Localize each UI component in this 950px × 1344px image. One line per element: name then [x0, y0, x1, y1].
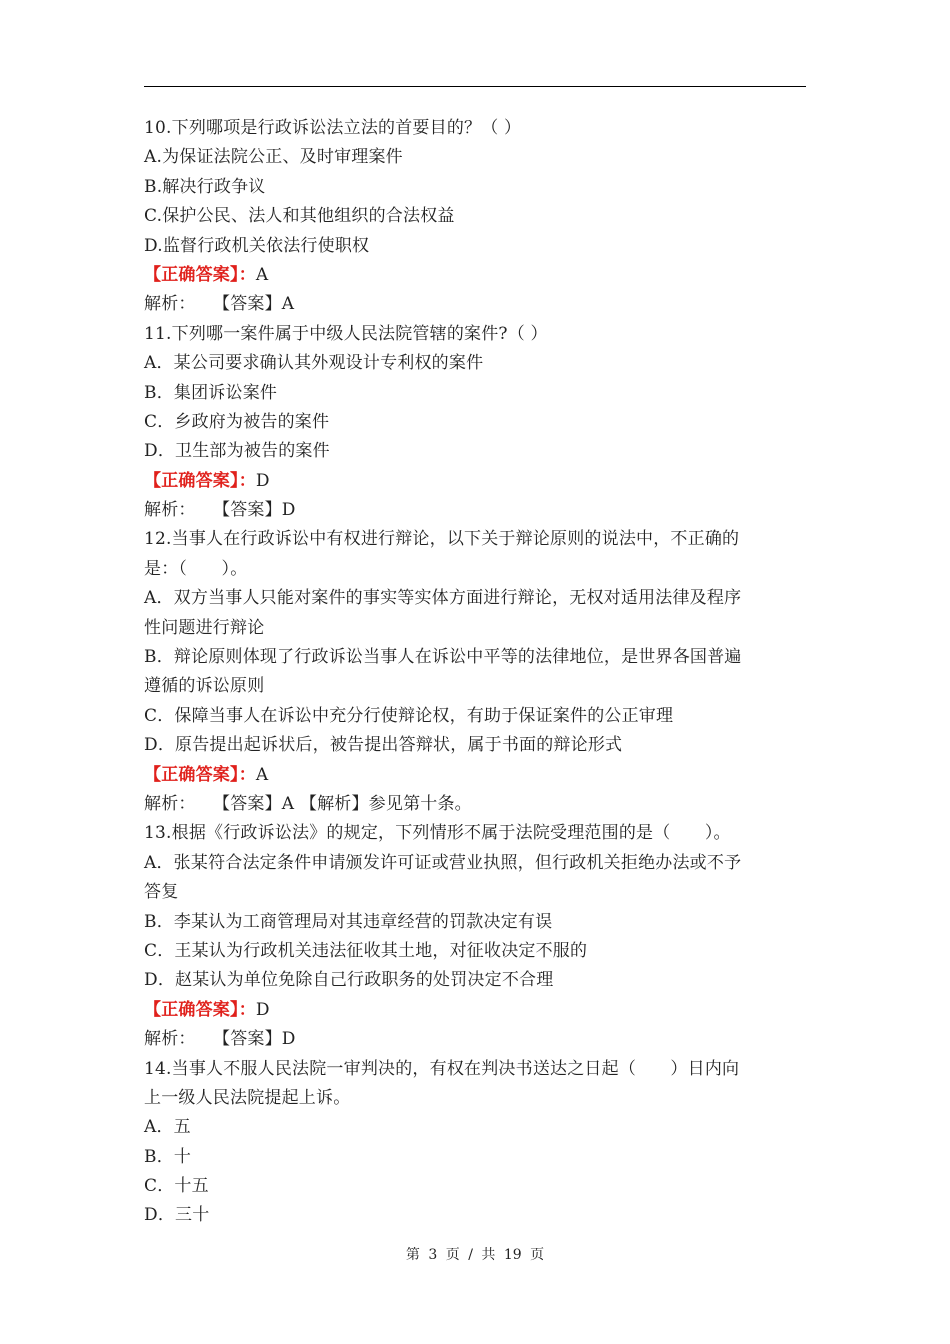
footer-page-prefix: 第: [405, 1247, 420, 1263]
answer-value: D: [255, 470, 270, 491]
question-11-option-b: B．集团诉讼案件: [144, 382, 278, 403]
question-10-analysis: 解析： 【答案】A: [144, 294, 295, 315]
footer-separator: /: [468, 1247, 473, 1263]
question-11-stem: 11.下列哪一案件属于中级人民法院管辖的案件?（ ）: [144, 323, 548, 344]
footer-total-prefix: 共: [481, 1247, 496, 1263]
question-11-answer: [144, 467, 806, 496]
answer-value: A: [255, 764, 269, 785]
question-13-option-a: A．张某符合法定条件申请颁发许可证或营业执照，但行政机关拒绝办法或不予: [144, 852, 742, 873]
question-12-option-b: B．辩论原则体现了行政诉讼当事人在诉讼中平等的法律地位，是世界各国普遍: [144, 647, 742, 668]
question-14-option-d: D．三十: [144, 1205, 210, 1226]
question-11-option-c: C．乡政府为被告的案件: [144, 411, 330, 432]
answer-label: 【正确答案】：: [144, 264, 256, 285]
question-12-analysis: 解析： 【答案】A 【解析】参见第十条。: [144, 793, 472, 814]
footer-page-word: 页: [445, 1247, 460, 1263]
answer-value: A: [255, 264, 269, 285]
answer-label: 【正确答案】：: [144, 764, 256, 785]
question-12-option-a: A．双方当事人只能对案件的事实等实体方面进行辩论，无权对适用法律及程序: [144, 588, 742, 609]
question-10-answer: [144, 261, 806, 290]
question-13-analysis: 解析： 【答案】D: [144, 1029, 296, 1050]
question-11-analysis: 解析： 【答案】D: [144, 500, 296, 521]
answer-label: 【正确答案】：: [144, 999, 256, 1020]
question-10-option-d: D.监督行政机关依法行使职权: [144, 235, 370, 256]
question-14-option-a: A．五: [144, 1117, 191, 1138]
question-13-option-b: B．李某认为工商管理局对其违章经营的罚款决定有误: [144, 911, 553, 932]
question-10-stem: 10.下列哪项是行政诉讼法立法的首要目的？（ ）: [144, 118, 522, 138]
question-13-answer: [144, 996, 806, 1025]
question-12-stem-cont: 是：（ ）。: [144, 558, 248, 579]
question-12-option-a-cont: 性问题进行辩论: [144, 617, 265, 638]
answer-label: 【正确答案】：: [144, 470, 256, 491]
question-13-option-a-cont: 答复: [144, 882, 179, 903]
question-10-option-a: A.为保证法院公正、及时审理案件: [144, 147, 403, 168]
question-10-option-c: C.保护公民、法人和其他组织的合法权益: [144, 206, 455, 227]
question-10-option-b: B.解决行政争议: [144, 176, 266, 197]
question-13-option-d: D．赵某认为单位免除自己行政职务的处罚决定不合理: [144, 970, 554, 991]
question-13-option-c: C．王某认为行政机关违法征收其土地，对征收决定不服的: [144, 940, 588, 961]
question-12-stem: 12.当事人在行政诉讼中有权进行辩论，以下关于辩论原则的说法中，不正确的: [144, 529, 740, 550]
document-body: [144, 114, 806, 1231]
question-11-option-d: D．卫生部为被告的案件: [144, 441, 330, 462]
question-14-option-c: C．十五: [144, 1176, 209, 1197]
question-14-option-b: B．十: [144, 1146, 192, 1167]
answer-value: D: [255, 999, 270, 1020]
page-footer: [0, 1244, 950, 1264]
footer-current-page: 3: [428, 1247, 438, 1263]
question-12-answer: [144, 761, 806, 790]
question-11-option-a: A．某公司要求确认其外观设计专利权的案件: [144, 353, 484, 374]
question-12-option-d: D．原告提出起诉状后，被告提出答辩状，属于书面的辩论形式: [144, 735, 623, 756]
footer-total-word: 页: [530, 1247, 545, 1263]
question-14-stem: 14.当事人不服人民法院一审判决的，有权在判决书送达之日起（ ）日内向: [144, 1058, 740, 1079]
question-14-stem-cont: 上一级人民法院提起上诉。: [144, 1087, 351, 1108]
question-12-option-c: C．保障当事人在诉讼中充分行使辩论权，有助于保证案件的公正审理: [144, 705, 674, 726]
question-12-option-b-cont: 遵循的诉讼原则: [144, 676, 265, 697]
header-rule: [144, 86, 806, 87]
footer-total-pages: 19: [503, 1247, 522, 1263]
question-13-stem: 13.根据《行政诉讼法》的规定，下列情形不属于法院受理范围的是（ ）。: [144, 823, 731, 844]
